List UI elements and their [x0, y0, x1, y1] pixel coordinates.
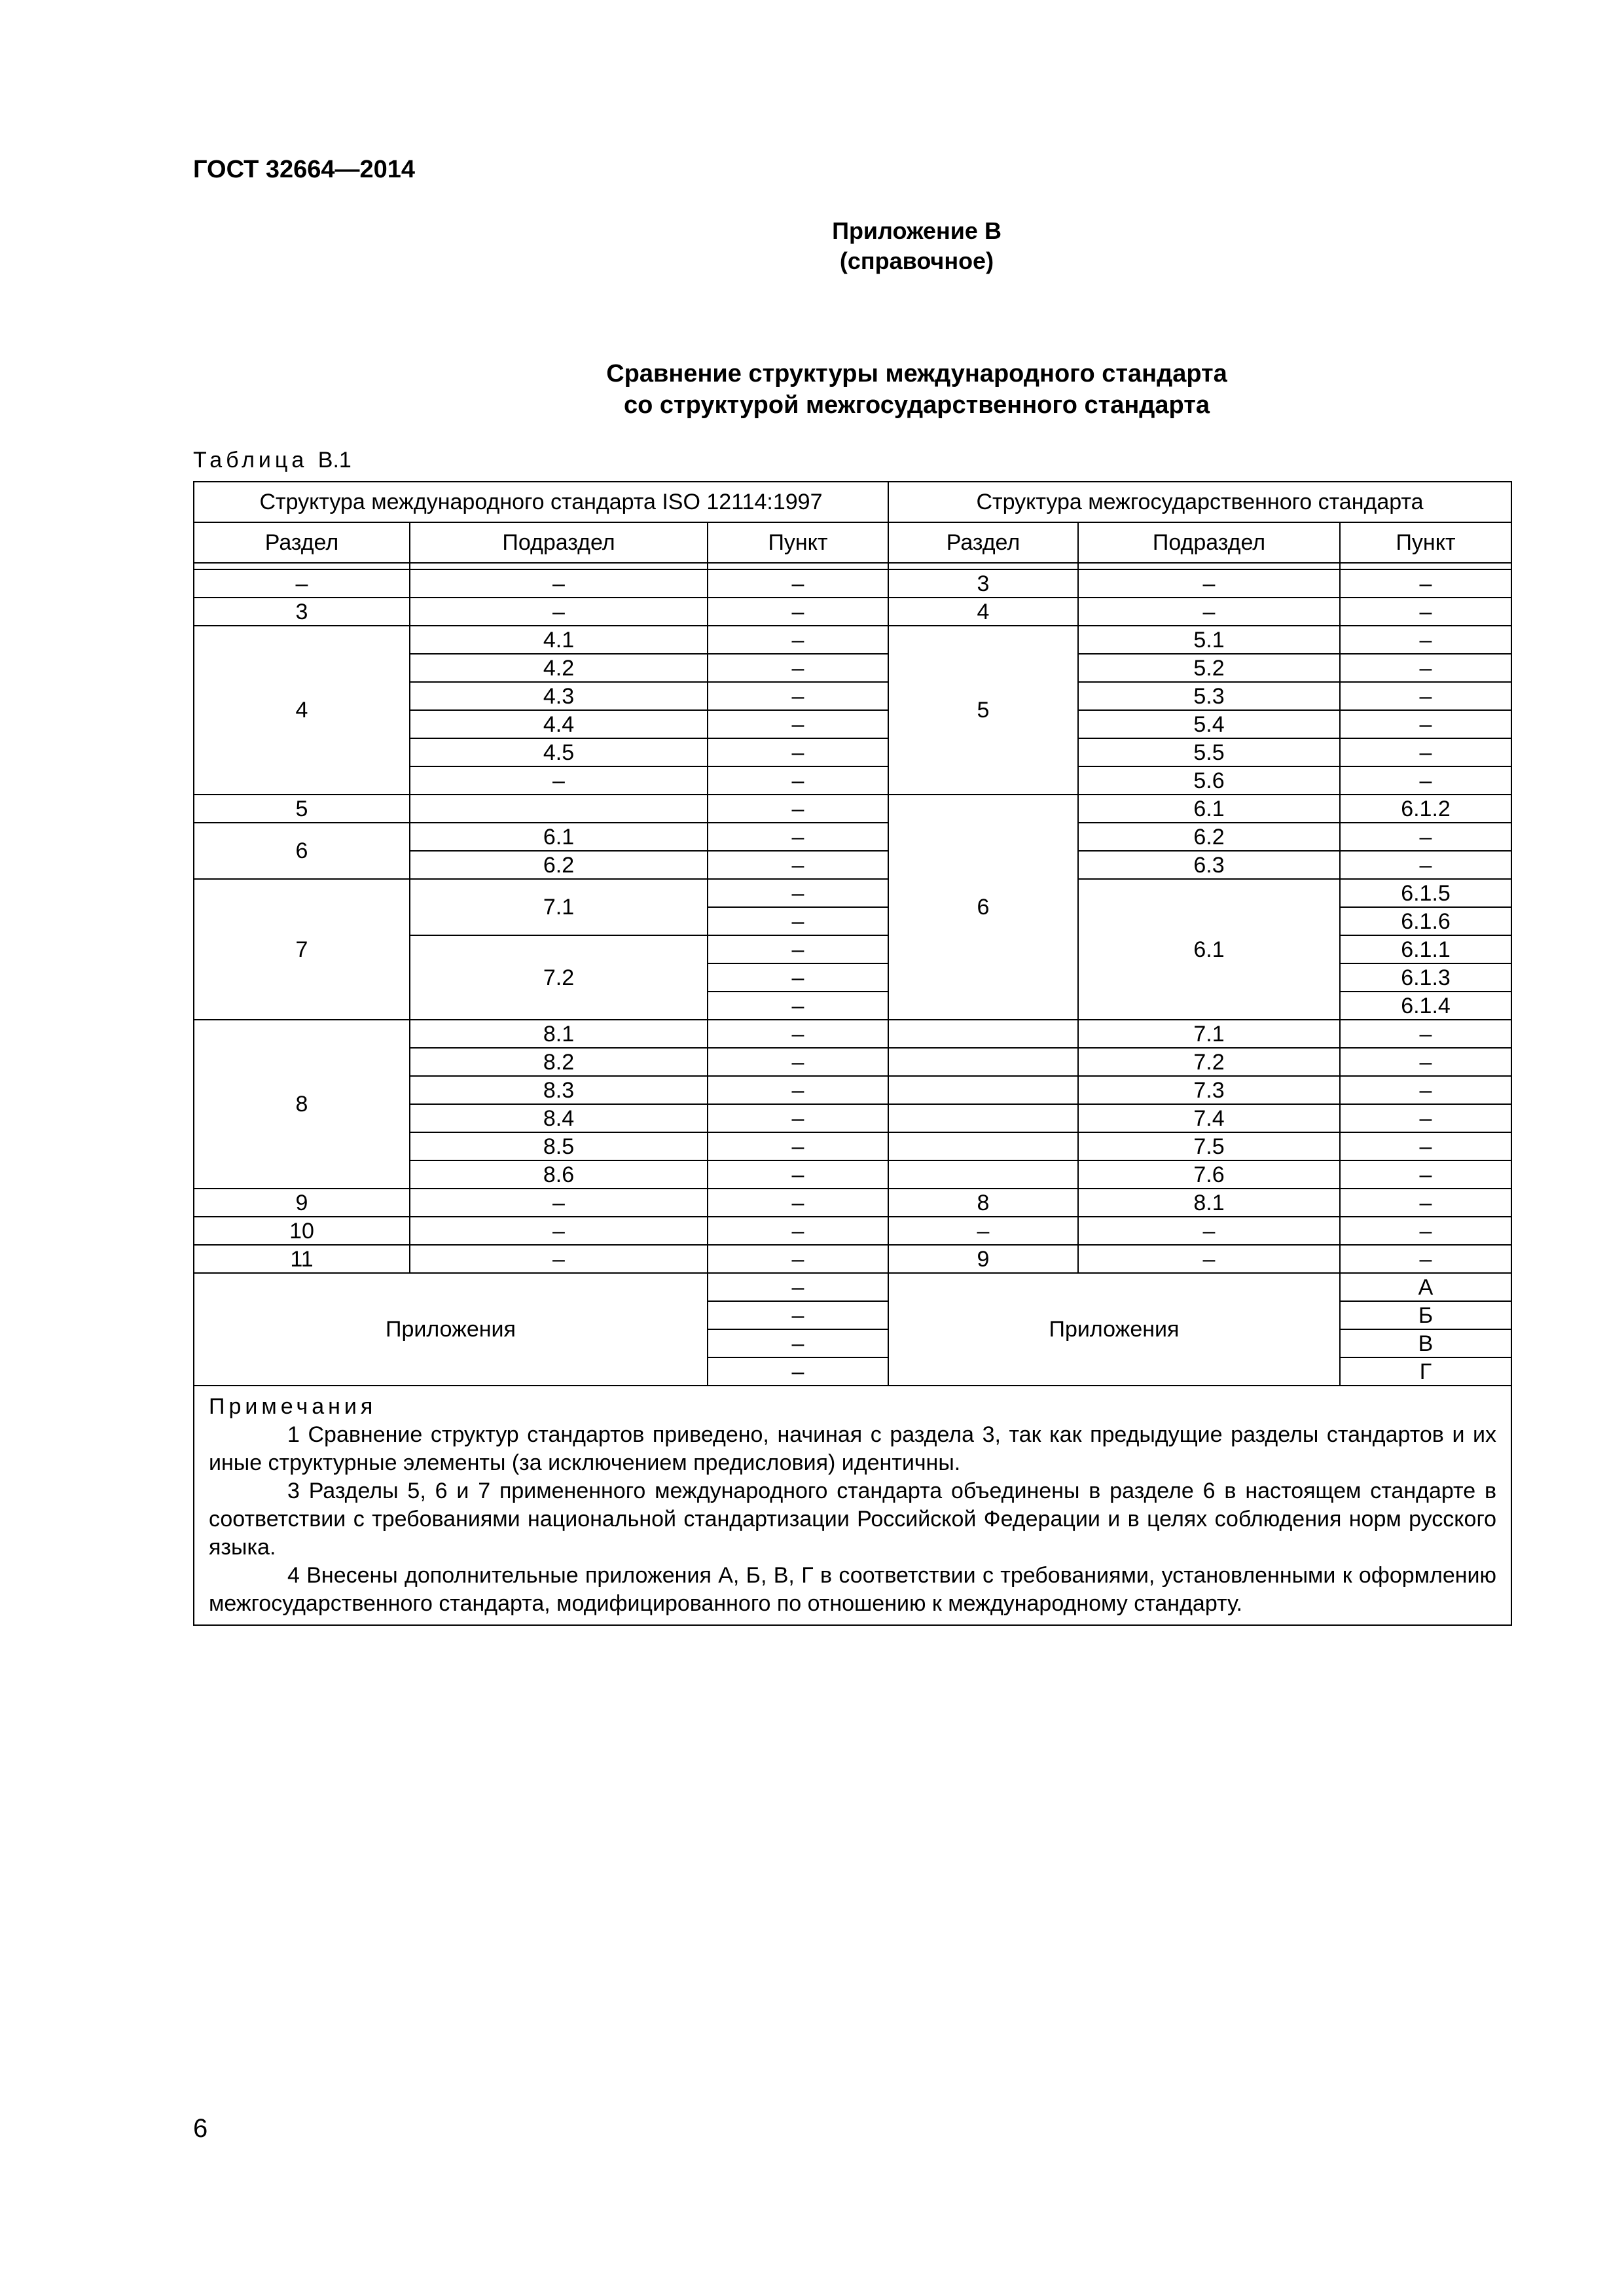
table-row	[194, 1245, 1511, 1273]
cell: –	[708, 963, 888, 992]
cell: 5.4	[1078, 710, 1340, 738]
cell	[888, 1076, 1078, 1104]
cell-section-8: 8	[194, 1020, 410, 1189]
cell: –	[1340, 1217, 1511, 1245]
cell: –	[708, 598, 888, 626]
cell: 8.1	[410, 1020, 708, 1048]
cell: –	[1340, 1048, 1511, 1076]
cell-national-section-5: 5	[888, 626, 1078, 795]
cell: –	[1340, 654, 1511, 682]
cell: 4	[888, 598, 1078, 626]
cell: 7.6	[1078, 1160, 1340, 1189]
header-national-structure: Структура межгосударственного стандарта	[888, 482, 1511, 522]
cell: 6.2	[1078, 823, 1340, 851]
table-row	[194, 1189, 1511, 1217]
cell	[888, 1020, 1078, 1048]
cell: 7.3	[1078, 1076, 1340, 1104]
cell: 8.3	[410, 1076, 708, 1104]
cell: –	[708, 795, 888, 823]
cell: –	[708, 1104, 888, 1132]
cell: 5.6	[1078, 766, 1340, 795]
cell: 3	[888, 569, 1078, 598]
cell: –	[1078, 1245, 1340, 1273]
header-subsection: Подраздел	[410, 522, 708, 563]
table-title	[0, 358, 1624, 421]
cell: 8.4	[410, 1104, 708, 1132]
cell: –	[1340, 823, 1511, 851]
cell: А	[1340, 1273, 1511, 1301]
cell: 6.1.5	[1340, 879, 1511, 907]
cell-section-4: 4	[194, 626, 410, 795]
cell: 8	[888, 1189, 1078, 1217]
cell: 4.1	[410, 626, 708, 654]
table-row	[194, 1020, 1511, 1048]
cell: 8.6	[410, 1160, 708, 1189]
document-code: ГОСТ 32664—2014	[193, 156, 416, 183]
cell: –	[708, 823, 888, 851]
cell: –	[410, 766, 708, 795]
cell: –	[1340, 682, 1511, 710]
cell: –	[708, 851, 888, 879]
cell: –	[410, 1217, 708, 1245]
table-row	[194, 569, 1511, 598]
cell: –	[708, 682, 888, 710]
cell: –	[708, 710, 888, 738]
cell: –	[1340, 1104, 1511, 1132]
table-caption-prefix: Таблица	[193, 448, 308, 473]
cell: –	[1340, 569, 1511, 598]
cell: 5.2	[1078, 654, 1340, 682]
table-row	[194, 879, 1511, 907]
cell-national-section-6: 6	[888, 795, 1078, 1020]
cell: –	[1340, 626, 1511, 654]
cell	[410, 795, 708, 823]
cell: 6.1.2	[1340, 795, 1511, 823]
cell: –	[708, 654, 888, 682]
cell	[888, 1048, 1078, 1076]
cell: –	[708, 1048, 888, 1076]
cell: 7.4	[1078, 1104, 1340, 1132]
appendix-subtitle: (справочное)	[839, 247, 994, 274]
cell: –	[1340, 598, 1511, 626]
table-title-line-1: Сравнение структуры международного стандарта	[606, 360, 1227, 387]
cell: 4.3	[410, 682, 708, 710]
cell: 6.3	[1078, 851, 1340, 879]
cell-national-subsection-6-1: 6.1	[1078, 879, 1340, 1020]
cell: –	[708, 907, 888, 935]
cell: 6.2	[410, 851, 708, 879]
cell: –	[708, 1329, 888, 1357]
cell: –	[708, 1132, 888, 1160]
cell: –	[708, 738, 888, 766]
cell: Б	[1340, 1301, 1511, 1329]
cell: –	[708, 1245, 888, 1273]
cell: 8.5	[410, 1132, 708, 1160]
cell: –	[1340, 1076, 1511, 1104]
cell: 10	[194, 1217, 410, 1245]
header-section: Раздел	[888, 522, 1078, 563]
spacer-cell	[708, 563, 888, 569]
cell: 4.4	[410, 710, 708, 738]
cell: –	[708, 1273, 888, 1301]
appendix-title: Приложение В	[832, 217, 1001, 244]
cell: –	[410, 598, 708, 626]
appendix-heading	[0, 216, 1624, 276]
cell: –	[708, 935, 888, 963]
cell: 7.2	[1078, 1048, 1340, 1076]
cell: 5.1	[1078, 626, 1340, 654]
note-1: 1 Сравнение структур стандартов приведено, начиная с раздела 3, так как предыдущие разделы стандартов и их иные структурные элементы (за исключением предисловия) идентичны.	[209, 1422, 1497, 1475]
cell: –	[1340, 766, 1511, 795]
cell: 5.3	[1078, 682, 1340, 710]
cell: –	[708, 1357, 888, 1386]
cell: –	[708, 992, 888, 1020]
header-item: Пункт	[708, 522, 888, 563]
table-row	[194, 598, 1511, 626]
table-row	[194, 823, 1511, 851]
header-intl-structure: Структура международного стандарта ISO 12114:1997	[194, 482, 888, 522]
table-caption-number: В.1	[317, 448, 352, 473]
cell: 7.5	[1078, 1132, 1340, 1160]
cell: –	[1078, 1217, 1340, 1245]
table-group-header-row	[194, 482, 1511, 522]
cell-section-7: 7	[194, 879, 410, 1020]
spacer-cell	[888, 563, 1078, 569]
cell: 5	[194, 795, 410, 823]
cell: –	[708, 766, 888, 795]
cell: 6.1.1	[1340, 935, 1511, 963]
table-row	[194, 1217, 1511, 1245]
note-3: 3 Разделы 5, 6 и 7 примененного международного стандарта объединены в разделе 6 в настоящем стандарте в соответствии с требованиями национальной стандартизации Российской Федерации и в целях соблюдения норм русского языка.	[209, 1479, 1497, 1560]
note-4: 4 Внесены дополнительные приложения А, Б, В, Г в соответствии с требованиями, установленными к оформлению межгосударственного стандарта, модифицированного по отношению к международному стандарту.	[209, 1563, 1497, 1616]
table-title-line-2: со структурой межгосударственного стандарта	[623, 391, 1210, 419]
cell: –	[1340, 1160, 1511, 1189]
cell: 3	[194, 598, 410, 626]
cell: –	[888, 1217, 1078, 1245]
cell: –	[1340, 1132, 1511, 1160]
cell: Г	[1340, 1357, 1511, 1386]
cell: 6.1.4	[1340, 992, 1511, 1020]
cell: –	[1340, 738, 1511, 766]
cell: –	[1340, 1020, 1511, 1048]
cell: 8.2	[410, 1048, 708, 1076]
comparison-table	[193, 481, 1512, 1626]
table-row	[194, 795, 1511, 823]
spacer-cell	[1078, 563, 1340, 569]
cell: –	[1340, 851, 1511, 879]
header-section: Раздел	[194, 522, 410, 563]
cell: –	[708, 1076, 888, 1104]
spacer-cell	[194, 563, 410, 569]
cell: –	[708, 1020, 888, 1048]
cell: 4.5	[410, 738, 708, 766]
cell: –	[708, 1160, 888, 1189]
cell-subsection-7-2: 7.2	[410, 935, 708, 1020]
table-row	[194, 1273, 1511, 1301]
cell: –	[194, 569, 410, 598]
cell: 6.1.3	[1340, 963, 1511, 992]
table-caption	[193, 447, 352, 473]
spacer-cell	[410, 563, 708, 569]
cell-annexes-national: Приложения	[888, 1273, 1340, 1386]
cell	[888, 1160, 1078, 1189]
cell-subsection-7-1: 7.1	[410, 879, 708, 935]
cell: 9	[194, 1189, 410, 1217]
cell: –	[1340, 710, 1511, 738]
cell: –	[708, 879, 888, 907]
cell: 6.1.6	[1340, 907, 1511, 935]
table-row	[194, 626, 1511, 654]
cell: –	[708, 569, 888, 598]
cell	[888, 1104, 1078, 1132]
cell: –	[708, 1217, 888, 1245]
table-column-header-row	[194, 522, 1511, 563]
cell: –	[1340, 1245, 1511, 1273]
cell: –	[410, 569, 708, 598]
cell: 9	[888, 1245, 1078, 1273]
header-item: Пункт	[1340, 522, 1511, 563]
cell: 6.1	[1078, 795, 1340, 823]
cell: В	[1340, 1329, 1511, 1357]
header-subsection: Подраздел	[1078, 522, 1340, 563]
cell: –	[708, 1189, 888, 1217]
cell-section-6: 6	[194, 823, 410, 879]
cell: –	[708, 626, 888, 654]
cell: 6.1	[410, 823, 708, 851]
cell: –	[708, 1301, 888, 1329]
cell-annexes-intl: Приложения	[194, 1273, 708, 1386]
cell: –	[1078, 569, 1340, 598]
table-spacer-row	[194, 563, 1511, 569]
cell: –	[410, 1245, 708, 1273]
notes-title: Примечания	[209, 1394, 377, 1419]
notes-row	[194, 1386, 1511, 1625]
spacer-cell	[1340, 563, 1511, 569]
cell: –	[410, 1189, 708, 1217]
cell: 11	[194, 1245, 410, 1273]
cell: 8.1	[1078, 1189, 1340, 1217]
cell: 7.1	[1078, 1020, 1340, 1048]
cell: –	[1340, 1189, 1511, 1217]
cell: –	[1078, 598, 1340, 626]
cell: 5.5	[1078, 738, 1340, 766]
page-number: 6	[193, 2114, 208, 2143]
notes-cell	[194, 1386, 1511, 1625]
cell	[888, 1132, 1078, 1160]
cell: 4.2	[410, 654, 708, 682]
